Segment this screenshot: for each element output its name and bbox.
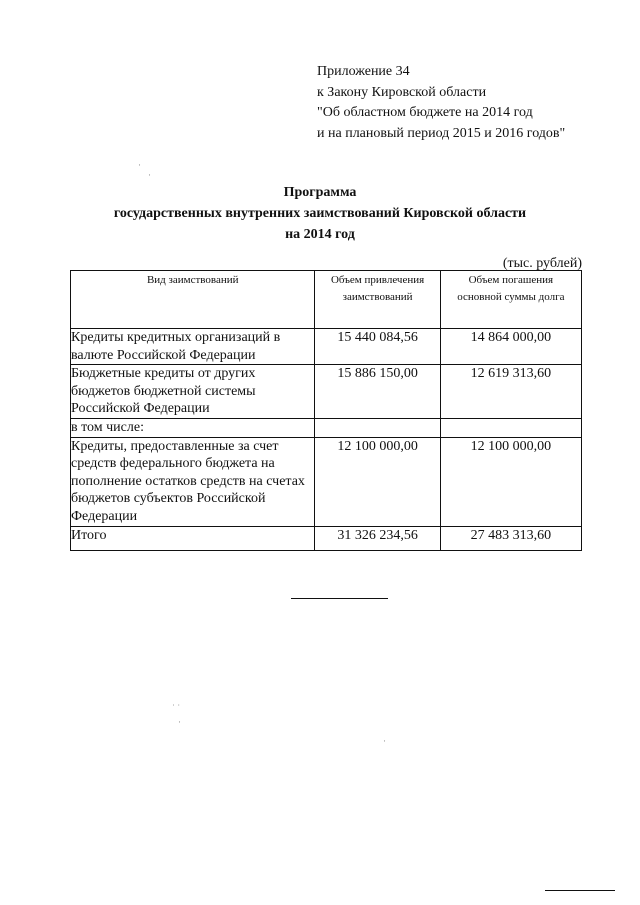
header-line: "Об областном бюджете на 2014 год: [317, 105, 533, 120]
header-cell-attract: Объем привлечения заимствований: [315, 271, 440, 329]
appendix-header: [317, 62, 565, 144]
row-repay: 12 100 000,00: [440, 437, 581, 526]
table-row: [71, 365, 582, 419]
table-row: [71, 419, 582, 438]
row-name: Итого: [71, 526, 315, 550]
scan-speck: ˙ ˙: [172, 703, 181, 713]
row-attract: 15 440 084,56: [315, 329, 440, 365]
title-line: на 2014 год: [285, 227, 355, 242]
document-title: [0, 182, 640, 245]
row-name: Бюджетные кредиты от других бюджетов бюджетной системы Российской Федерации: [71, 365, 315, 419]
row-attract: 12 100 000,00: [315, 437, 440, 526]
scan-speck: ·: [148, 170, 151, 180]
row-name: Кредиты, предоставленные за счет средств федерального бюджета на пополнение остатков средств на счетах бюджетов субъектов Российской Федерации: [71, 437, 315, 526]
units-label: (тыс. рублей): [502, 256, 582, 271]
row-name: Кредиты кредитных организаций в валюте Российской Федерации: [71, 329, 315, 365]
title-line: Программа: [283, 185, 357, 200]
row-attract: [315, 419, 440, 438]
row-repay: 27 483 313,60: [440, 526, 581, 550]
end-divider: [291, 598, 388, 599]
row-name: в том числе:: [71, 419, 315, 438]
title-line: государственных внутренних заимствований Кировской области: [113, 206, 527, 221]
row-attract: 31 326 234,56: [315, 526, 440, 550]
corner-line: [545, 890, 615, 891]
header-line: и на плановый период 2015 и 2016 годов": [317, 125, 566, 141]
scan-speck: ·: [383, 736, 386, 746]
header-cell-repay: Объем погашения основной суммы долга: [440, 271, 581, 329]
row-attract: 15 886 150,00: [315, 365, 440, 419]
table-row: [71, 329, 582, 365]
row-repay: [440, 419, 581, 438]
row-repay: 12 619 313,60: [440, 365, 581, 419]
table-row-total: [71, 526, 582, 550]
scan-speck: ·: [178, 717, 181, 727]
header-cell-type: Вид заимствований: [71, 271, 315, 329]
table-row: [71, 437, 582, 526]
header-line: Приложение 34: [317, 64, 410, 79]
row-repay: 14 864 000,00: [440, 329, 581, 365]
table-header-row: [71, 271, 582, 329]
scan-speck: ·: [138, 160, 141, 170]
header-line: к Закону Кировской области: [317, 84, 487, 100]
borrowing-table: [70, 270, 582, 551]
